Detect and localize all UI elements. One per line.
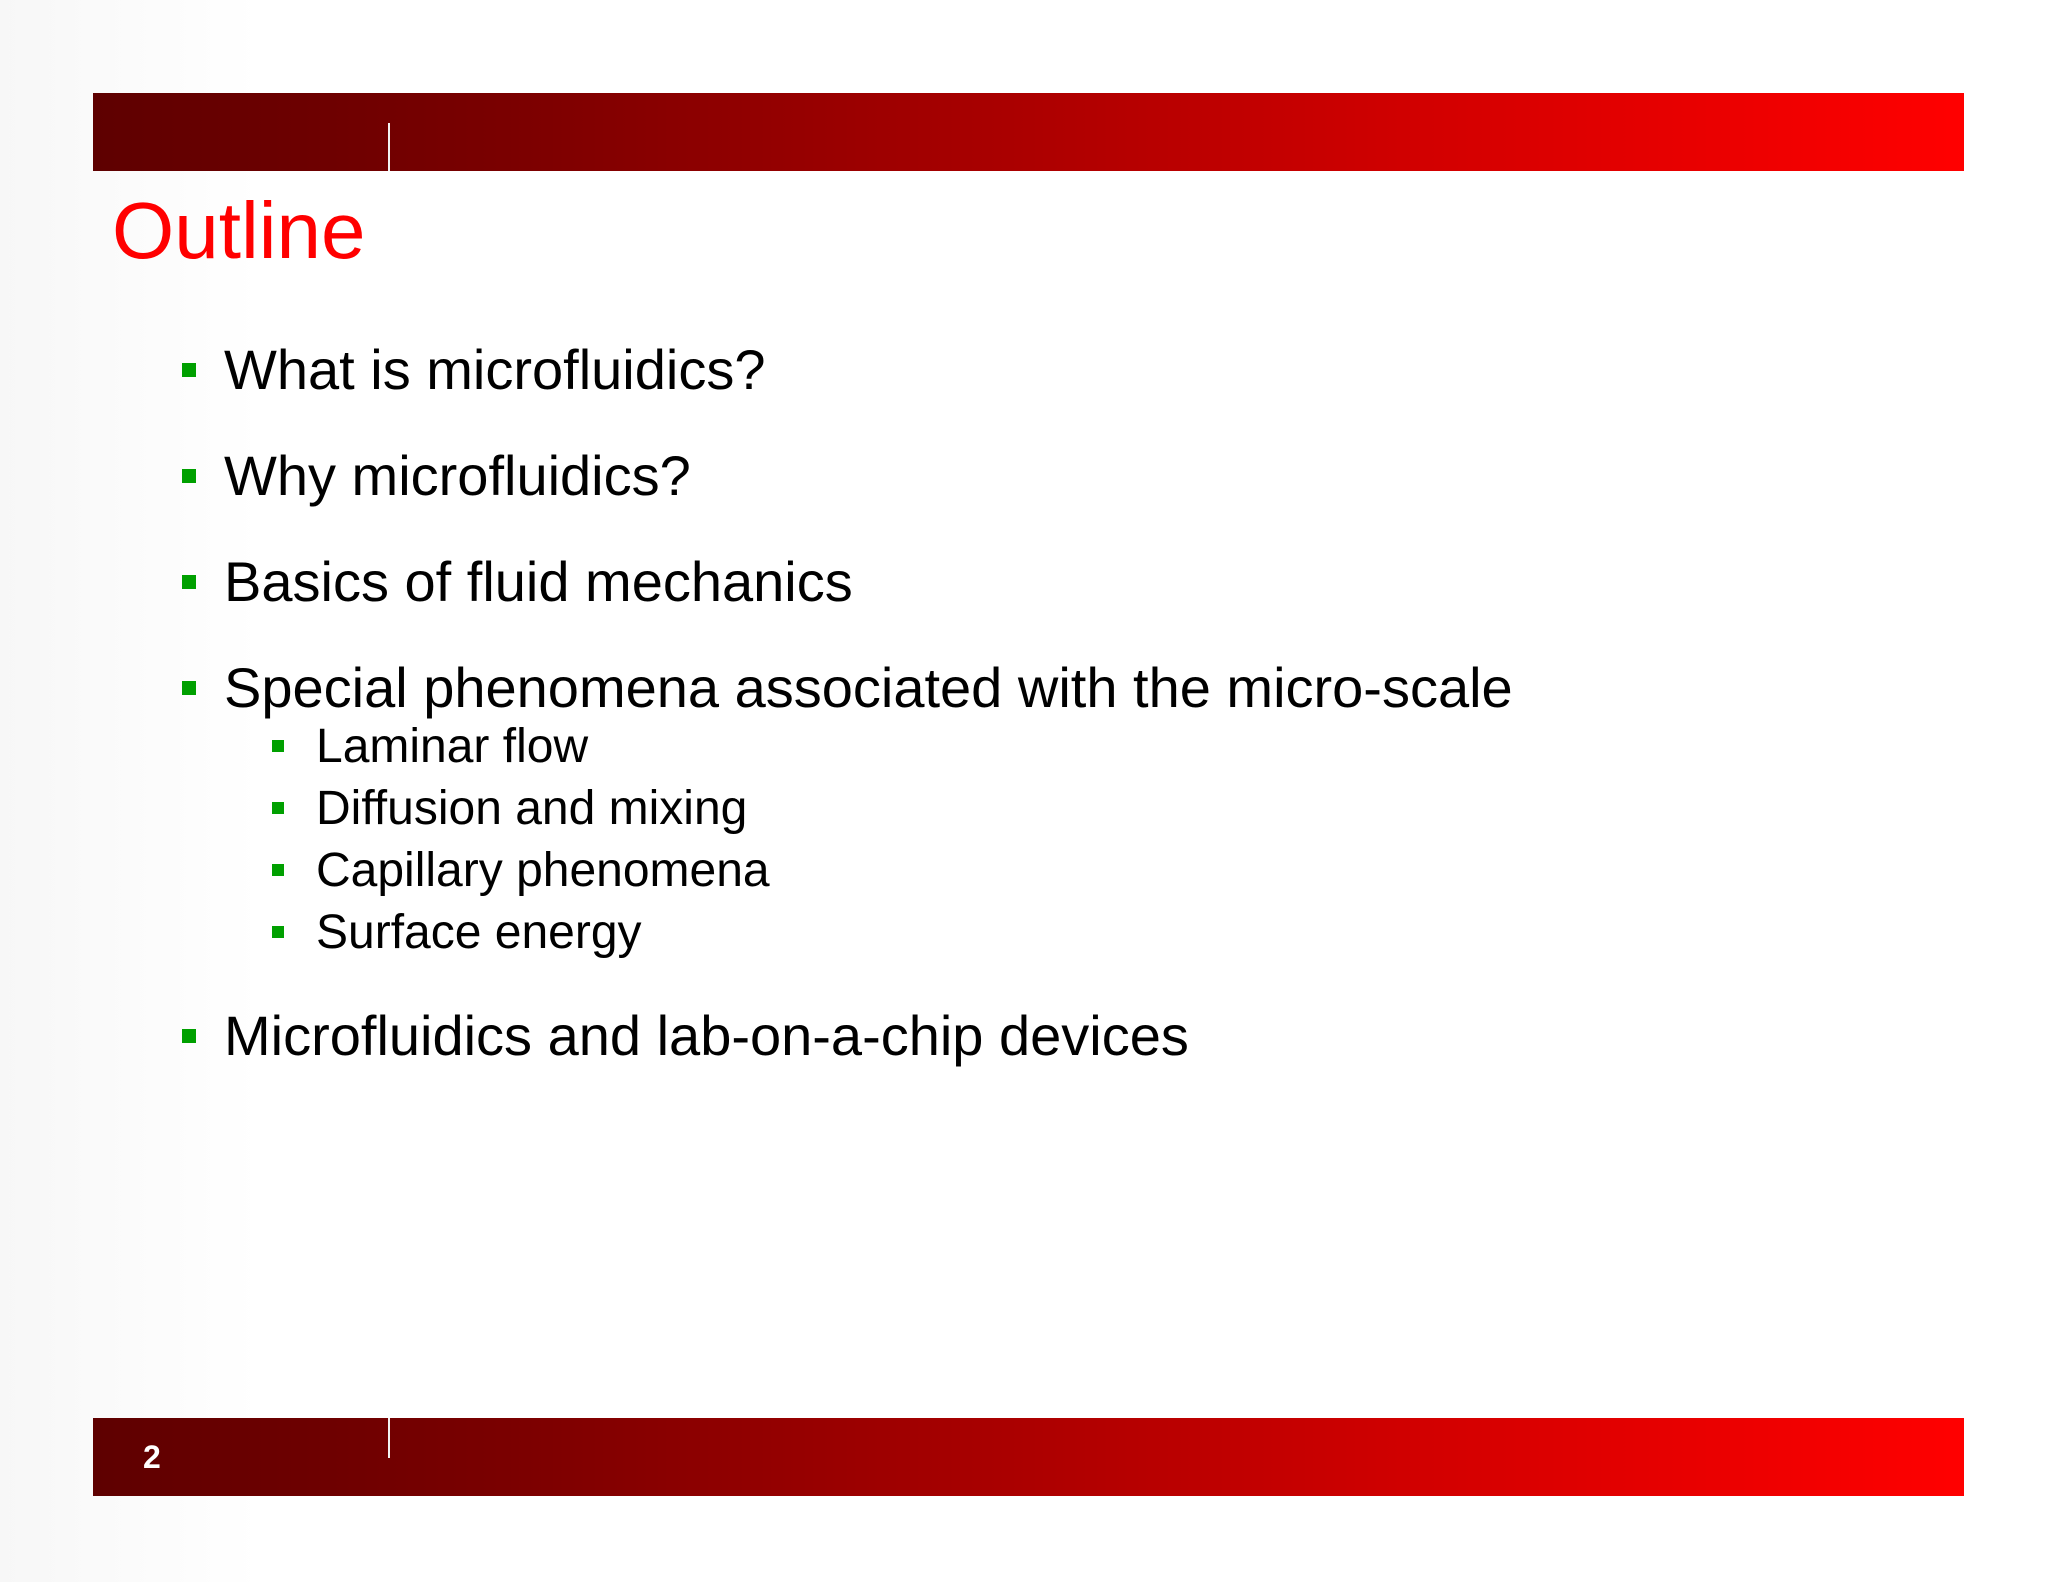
outline-item (178, 548, 1878, 616)
footer-divider (388, 1418, 390, 1458)
outline-subitem-label: Surface energy (316, 906, 642, 959)
page-number: 2 (143, 1439, 161, 1475)
square-bullet-icon (182, 575, 196, 589)
square-bullet-icon (182, 469, 196, 483)
square-bullet-icon (182, 1029, 196, 1043)
outline-item-label: Basics of fluid mechanics (224, 550, 853, 613)
square-bullet-icon (182, 363, 196, 377)
header-band (93, 93, 1964, 171)
header-divider (388, 123, 390, 171)
outline-item (178, 442, 1878, 510)
slide-title: Outline (112, 186, 366, 275)
outline-item-label: Special phenomena associated with the micro-scale (224, 656, 1513, 719)
outline-subitem-label: Diffusion and mixing (316, 782, 748, 835)
outline-subitem-label: Capillary phenomena (316, 844, 770, 897)
outline-subitem (272, 840, 1878, 902)
outline-item-label: Microfluidics and lab-on-a-chip devices (224, 1004, 1189, 1067)
outline-subitem-label: Laminar flow (316, 720, 589, 773)
square-bullet-icon (272, 926, 284, 938)
outline-subitem (272, 778, 1878, 840)
outline-list (178, 336, 1878, 1070)
outline-item-label: Why microfluidics? (224, 444, 691, 507)
square-bullet-icon (182, 681, 196, 695)
outline-subitem (272, 902, 1878, 964)
outline-item (178, 1002, 1878, 1070)
outline-sublist (272, 716, 1878, 964)
square-bullet-icon (272, 802, 284, 814)
outline-item (178, 336, 1878, 404)
outline-subitem (272, 716, 1878, 778)
footer-band (93, 1418, 1964, 1496)
outline-item (178, 654, 1878, 964)
outline-item-label: What is microfluidics? (224, 338, 766, 401)
square-bullet-icon (272, 864, 284, 876)
square-bullet-icon (272, 740, 284, 752)
